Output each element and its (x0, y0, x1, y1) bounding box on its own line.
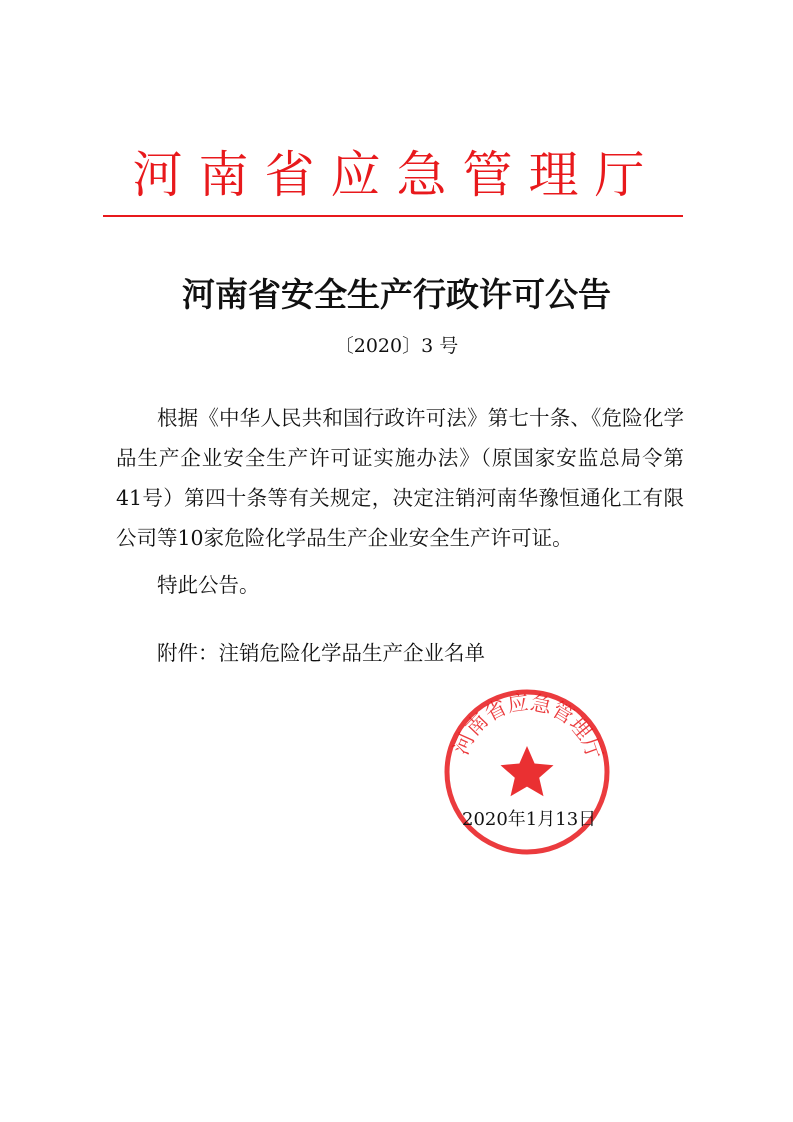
body-paragraph: 根据《中华人民共和国行政许可法》第七十条、《危险化学品生产企业安全生产许可证实施办法》（原国家安监总局令第41号）第四十条等有关规定，决定注销河南华豫恒通化工有限公司等10家危险化学品生产企业安全生产许可证。 (116, 406, 684, 550)
issuer-header: 河南省应急管理厅 (132, 146, 661, 204)
closing-line: 特此公告。 (157, 573, 260, 597)
document-body (116, 398, 684, 605)
seal-text: 河南省应急管理厅 (448, 690, 607, 763)
issue-date: 2020年1月13日 (462, 809, 597, 830)
attachment-line: 附件：注销危险化学品生产企业名单 (157, 641, 485, 665)
document-title: 河南省安全生产行政许可公告 (182, 275, 611, 314)
document-number: 〔2020〕3 号 (334, 335, 459, 357)
star-icon (501, 746, 554, 796)
header-divider (103, 215, 683, 217)
